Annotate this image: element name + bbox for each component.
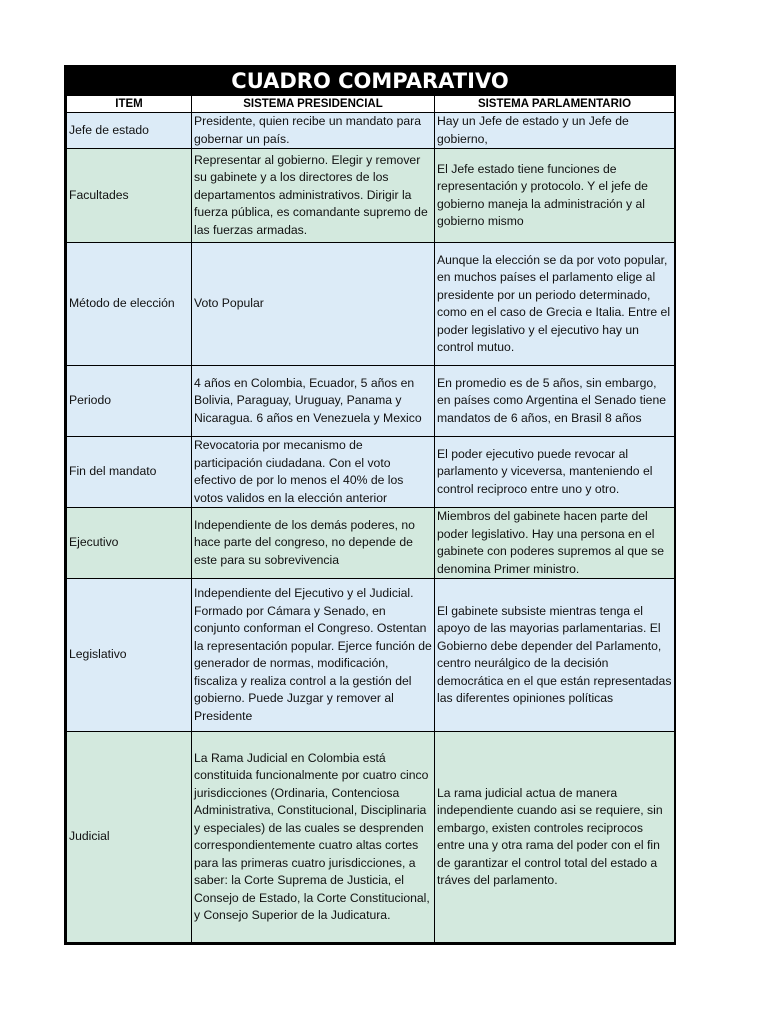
row-presidencial: Representar al gobierno. Elegir y remover su gabinete y a los directores de los departamentos administrativos. Dirigir la fuerza pública, es comandante supremo de las fuerzas armadas. <box>192 149 435 243</box>
row-item: Judicial <box>67 732 192 943</box>
table-row <box>67 149 675 243</box>
row-item: Jefe de estado <box>67 113 192 149</box>
row-parlamentario: Miembros del gabinete hacen parte del poder legislativo. Hay una persona en el gabinete con poderes supremos al que se denomina Primer ministro. <box>435 508 675 579</box>
row-item: Método de elección <box>67 243 192 366</box>
row-parlamentario: El poder ejecutivo puede revocar al parlamento y viceversa, manteniendo el control reciproco entre uno y otro. <box>435 437 675 508</box>
table-row <box>67 437 675 508</box>
header-item: ITEM <box>67 96 192 113</box>
row-parlamentario: En promedio es de 5 años, sin embargo, en países como Argentina el Senado tiene mandatos de 6 años, en Brasil 8 años <box>435 366 675 437</box>
row-parlamentario: Aunque la elección se da por voto popular, en muchos países el parlamento elige al presidente por un periodo determinado, como en el caso de Grecia e Italia. Entre el poder legislativo y el ejecutivo hay un control mutuo. <box>435 243 675 366</box>
row-presidencial: Independiente del Ejecutivo y el Judicial. Formado por Cámara y Senado, en conjunto conforman el Congreso. Ostentan la representación popular. Ejerce función de generador de normas, modificación, fiscaliza y realiza control a la gestión del gobierno. Puede Juzgar y remover al Presidente <box>192 579 435 732</box>
row-item: Legislativo <box>67 579 192 732</box>
row-presidencial: La Rama Judicial en Colombia está constituida funcionalmente por cuatro cinco jurisdicciones (Ordinaria, Contenciosa Administrativa, Constitucional, Disciplinaria y especiales) de las cuales se desprenden correspondientemente cuatro altas cortes para las primeras cuatro jurisdicciones, a saber: la Corte Suprema de Justicia, el Consejo de Estado, la Corte Constitucional, y Consejo Superior de la Judicatura. <box>192 732 435 943</box>
table-row <box>67 243 675 366</box>
table-row <box>67 113 675 149</box>
row-parlamentario: El Jefe estado tiene funciones de representación y protocolo. Y el jefe de gobierno maneja la administración y al gobierno mismo <box>435 149 675 243</box>
row-parlamentario: Hay un Jefe de estado y un Jefe de gobierno, <box>435 113 675 149</box>
row-presidencial: Voto Popular <box>192 243 435 366</box>
row-presidencial: Revocatoria por mecanismo de participación ciudadana. Con el voto efectivo de por lo menos el 40% de los votos validos en la elección anterior <box>192 437 435 508</box>
header-presidencial: SISTEMA PRESIDENCIAL <box>192 96 435 113</box>
table-row <box>67 366 675 437</box>
table-row <box>67 732 675 943</box>
comparison-table-sheet <box>64 65 676 945</box>
table-row <box>67 508 675 579</box>
table-row <box>67 579 675 732</box>
row-parlamentario: La rama judicial actua de manera independiente cuando asi se requiere, sin embargo, existen controles reciprocos entre una y otra rama del poder con el fin de garantizar el control total del estado a tráves del parlamento. <box>435 732 675 943</box>
row-presidencial: 4 años en Colombia, Ecuador, 5 años en Bolivia, Paraguay, Uruguay, Panama y Nicaragua. 6 años en Venezuela y Mexico <box>192 366 435 437</box>
row-item: Periodo <box>67 366 192 437</box>
comparison-table <box>66 95 675 943</box>
row-item: Facultades <box>67 149 192 243</box>
row-parlamentario: El gabinete subsiste mientras tenga el apoyo de las mayorias parlamentarias. El Gobierno debe depender del Parlamento, centro neurálgico de la decisión democrática en el que están representadas las diferentes opiniones políticas <box>435 579 675 732</box>
header-parlamentario: SISTEMA PARLAMENTARIO <box>435 96 675 113</box>
row-presidencial: Independiente de los demás poderes, no hace parte del congreso, no depende de este para su sobrevivencia <box>192 508 435 579</box>
header-row <box>67 96 675 113</box>
table-title: CUADRO COMPARATIVO <box>66 67 674 95</box>
row-item: Fin del mandato <box>67 437 192 508</box>
row-presidencial: Presidente, quien recibe un mandato para gobernar un país. <box>192 113 435 149</box>
row-item: Ejecutivo <box>67 508 192 579</box>
